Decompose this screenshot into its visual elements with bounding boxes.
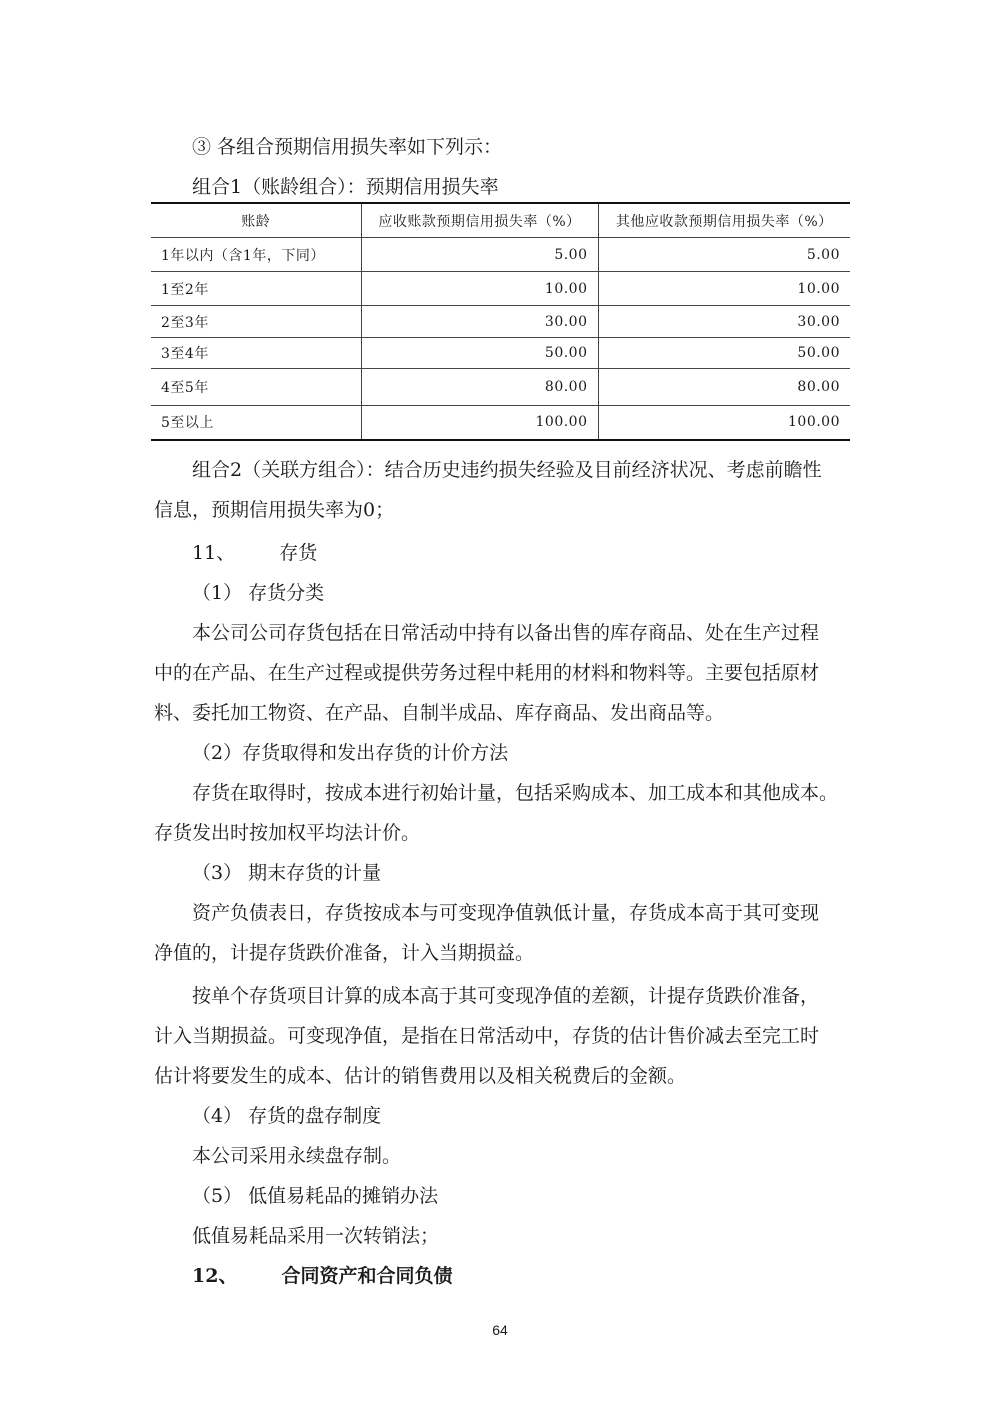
- table-row: [151, 338, 850, 369]
- table-row: [151, 306, 850, 338]
- group2-line-2: 信息，预期信用损失率为0；: [154, 499, 395, 521]
- receivable-rate-cell: 80.00: [361, 369, 598, 406]
- paragraph-line: 按单个存货项目计算的成本高于其可变现净值的差额，计提存货跌价准备，: [192, 985, 820, 1007]
- paragraph-line: 计入当期损益。可变现净值，是指在日常活动中，存货的估计售价减去至完工时: [154, 1025, 820, 1047]
- other-receivable-rate-cell: 30.00: [598, 306, 850, 338]
- other-receivable-rate-cell: 80.00: [598, 369, 850, 406]
- receivable-rate-cell: 5.00: [361, 238, 598, 272]
- receivable-rate-cell: 30.00: [361, 306, 598, 338]
- paragraph-line: 中的在产品、在生产过程或提供劳务过程中耗用的材料和物料等。主要包括原材: [154, 662, 820, 684]
- other-receivable-rate-cell: 5.00: [598, 238, 850, 272]
- other-receivable-rate-cell: 50.00: [598, 338, 850, 369]
- sub-heading-1: （1） 存货分类: [192, 582, 325, 604]
- other-receivable-rate-cell: 10.00: [598, 272, 850, 306]
- header-aging: 账龄: [151, 203, 361, 238]
- page-number: 64: [492, 1322, 508, 1338]
- paragraph-line: 料、委托加工物资、在产品、自制半成品、库存商品、发出商品等。: [154, 702, 725, 724]
- paragraph-line: 存货发出时按加权平均法计价。: [154, 822, 421, 844]
- table-row: [151, 238, 850, 272]
- aging-cell: 5至以上: [151, 406, 361, 440]
- paragraph-line: 本公司公司存货包括在日常活动中持有以备出售的库存商品、处在生产过程: [192, 622, 820, 644]
- paragraph-line: 本公司采用永续盘存制。: [192, 1145, 402, 1167]
- header-other-receivable-rate: 其他应收款预期信用损失率（%）: [598, 203, 850, 238]
- sub-heading-3: （3） 期末存货的计量: [192, 862, 382, 884]
- section-11-heading: [192, 540, 852, 566]
- table-row: [151, 406, 850, 440]
- aging-cell: 2至3年: [151, 306, 361, 338]
- paragraph-line: 净值的，计提存货跌价准备，计入当期损益。: [154, 942, 535, 964]
- section-number: 11、: [192, 542, 236, 564]
- sub-heading-5: （5） 低值易耗品的摊销办法: [192, 1185, 439, 1207]
- aging-cell: 3至4年: [151, 338, 361, 369]
- paragraph-line: 资产负债表日，存货按成本与可变现净值孰低计量，存货成本高于其可变现: [192, 902, 820, 924]
- group2-line-1: 组合2（关联方组合）：结合历史违约损失经验及目前经济状况、考虑前瞻性: [192, 459, 822, 481]
- aging-cell: 4至5年: [151, 369, 361, 406]
- table-caption: 组合1（账龄组合）：预期信用损失率: [192, 176, 499, 198]
- section-title: 存货: [279, 542, 318, 564]
- receivable-rate-cell: 10.00: [361, 272, 598, 306]
- paragraph-line: 估计将要发生的成本、估计的销售费用以及相关税费后的金额。: [154, 1065, 687, 1087]
- paragraph-line: 存货在取得时，按成本进行初始计量，包括采购成本、加工成本和其他成本。: [192, 782, 839, 804]
- aging-cell: 1年以内（含1年，下同）: [151, 238, 361, 272]
- table-header-row: [151, 203, 850, 238]
- section-3-intro: ③ 各组合预期信用损失率如下列示：: [192, 136, 503, 158]
- receivable-rate-cell: 50.00: [361, 338, 598, 369]
- receivable-rate-cell: 100.00: [361, 406, 598, 440]
- section-title: 合同资产和合同负债: [281, 1265, 453, 1287]
- paragraph-line: 低值易耗品采用一次转销法；: [192, 1225, 440, 1247]
- other-receivable-rate-cell: 100.00: [598, 406, 850, 440]
- credit-loss-rate-table: [151, 202, 850, 441]
- section-12-heading: [192, 1263, 852, 1289]
- header-receivable-rate: 应收账款预期信用损失率（%）: [361, 203, 598, 238]
- table-row: [151, 272, 850, 306]
- aging-cell: 1至2年: [151, 272, 361, 306]
- sub-heading-4: （4） 存货的盘存制度: [192, 1105, 382, 1127]
- section-number: 12、: [192, 1265, 238, 1287]
- table-row: [151, 369, 850, 406]
- sub-heading-2: （2）存货取得和发出存货的计价方法: [192, 742, 509, 764]
